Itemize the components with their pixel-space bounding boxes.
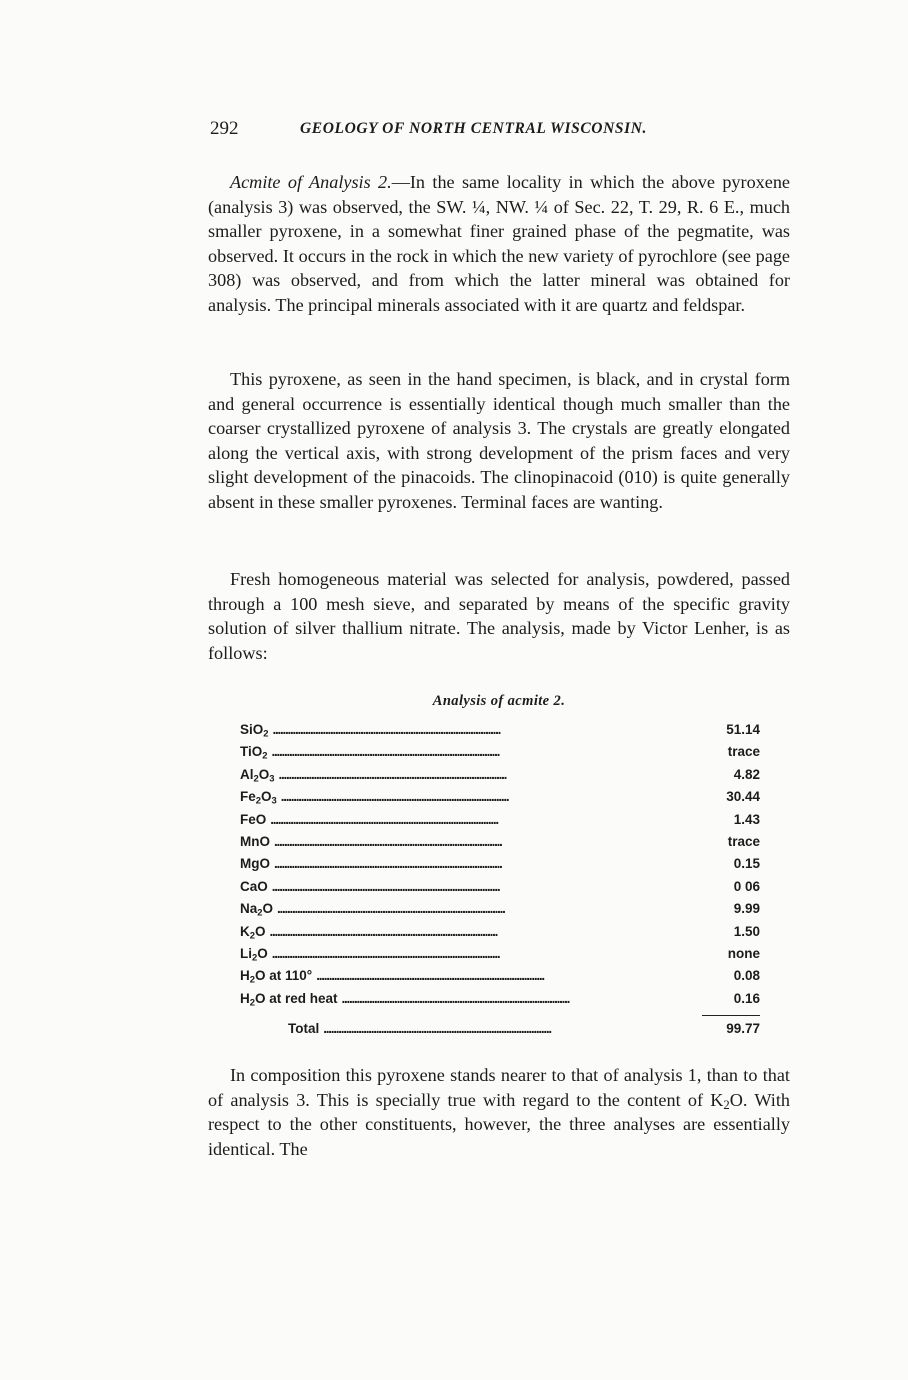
table-row bbox=[240, 856, 760, 878]
constituent-name: MnO bbox=[240, 833, 270, 849]
dot-leader bbox=[274, 834, 700, 849]
constituent-name: MgO bbox=[240, 856, 270, 872]
dot-leader bbox=[274, 856, 700, 871]
constituent-value: 0.15 bbox=[733, 856, 760, 872]
page-number: 292 bbox=[210, 118, 239, 139]
paragraph-text: In composition this pyroxene stands nearer to that of analysis 1, than to that of analysis 3. This is specially true with regard to the content of K bbox=[208, 1065, 790, 1110]
table-row bbox=[240, 812, 760, 834]
dot-leader bbox=[279, 767, 700, 782]
table-row bbox=[240, 991, 760, 1013]
constituent-name: $Fe_2O_3$ bbox=[240, 789, 277, 807]
constituent-value: trace bbox=[727, 744, 760, 760]
running-title: GEOLOGY OF NORTH CENTRAL WISCONSIN. bbox=[300, 120, 647, 137]
dot-leader bbox=[270, 924, 700, 939]
table-row bbox=[240, 968, 760, 990]
constituent-value: 1.50 bbox=[733, 923, 760, 939]
paragraph-text: This pyroxene, as seen in the hand specimen, is black, and in crystal form and general occurrence is essentially identical though much smaller than the coarser crystallized pyroxene of analysis 3. The crystals are greatly elongated along the vertical axis, with strong development of the prism faces and very slight development of the pinacoids. The clinopinacoid (010) is quite generally absent in these smaller pyroxenes. Terminal faces are wanting. bbox=[208, 369, 790, 512]
constituent-name: $K_2O$ bbox=[240, 923, 266, 941]
table-title: Analysis of acmite 2. bbox=[432, 693, 566, 709]
table-row bbox=[240, 834, 760, 856]
constituent-value: none bbox=[727, 945, 760, 961]
table-row bbox=[240, 767, 760, 789]
constituent-value: 0.08 bbox=[733, 968, 760, 984]
constituent-name: CaO bbox=[240, 878, 268, 894]
constituent-value: 4.82 bbox=[733, 766, 760, 782]
dot-leader bbox=[273, 722, 700, 737]
paragraph-text: —In the same locality in which the above pyroxene (analysis 3) was observed, the SW. ¼, NW. ¼ of Sec. 22, T. 29, R. 6 E., much smaller pyroxene, in a somewhat finer grained phase of the pegmatite, was observed. It occurs in the rock in which the new variety of pyrochlore (see page 308) was observed, and from which the latter mineral was obtained for analysis. The principal minerals associated with it are quartz and feldspar. bbox=[208, 172, 790, 315]
constituent-name: SiO$_2$ bbox=[240, 722, 269, 740]
constituent-value: 0.16 bbox=[733, 990, 760, 1006]
constituent-value: 9.99 bbox=[733, 901, 760, 917]
dot-leader bbox=[281, 789, 700, 804]
constituent-name: $H_2O$ at 110° bbox=[240, 968, 313, 986]
constituent-value: 1.43 bbox=[733, 811, 760, 827]
analysis-table bbox=[240, 722, 760, 1043]
table-row bbox=[240, 901, 760, 923]
paragraph-text: Fresh homogeneous material was selected for analysis, powdered, passed through a 100 mesh sieve, and separated by means of the specific gravity solution of silver thallium nitrate. The analysis, made by Victor Lenher, is as follows: bbox=[208, 569, 790, 663]
constituent-name: TiO$_2$ bbox=[240, 744, 268, 762]
dot-leader bbox=[342, 991, 700, 1006]
paragraph-text-continued: O. With respect to the other constituents, however, the three analyses are essentially identical. The bbox=[208, 1089, 791, 1159]
dot-leader bbox=[277, 901, 700, 916]
total-value: 99.77 bbox=[726, 1021, 760, 1037]
table-row bbox=[240, 946, 760, 968]
constituent-value: 51.14 bbox=[726, 722, 760, 737]
constituent-name: FeO bbox=[240, 811, 267, 827]
constituent-value: trace bbox=[727, 833, 760, 849]
dot-leader bbox=[272, 946, 700, 961]
dot-leader bbox=[316, 968, 700, 983]
constituent-name: $Al_2O_3$ bbox=[240, 766, 275, 785]
paragraph-description bbox=[208, 367, 790, 515]
constituent-name: $Li_2O$ bbox=[240, 945, 268, 964]
paragraph-composition bbox=[208, 1063, 790, 1161]
total-label: Total bbox=[288, 1021, 320, 1037]
table-row bbox=[240, 722, 760, 744]
paragraph-acmite-intro bbox=[208, 170, 790, 318]
page-header bbox=[210, 118, 790, 144]
dot-leader bbox=[270, 812, 700, 827]
dot-leader bbox=[323, 1021, 700, 1036]
table-row bbox=[240, 744, 760, 766]
constituent-value: 30.44 bbox=[726, 789, 760, 805]
total-rule bbox=[240, 1013, 760, 1021]
subscript: 2 bbox=[723, 1097, 730, 1112]
paragraph-method bbox=[208, 567, 790, 665]
table-row bbox=[240, 789, 760, 811]
table-row bbox=[240, 879, 760, 901]
table-row bbox=[240, 924, 760, 946]
constituent-name: $Na_2O$ bbox=[240, 901, 274, 919]
total-row bbox=[240, 1021, 760, 1043]
paragraph-lead-heading: Acmite of Analysis 2. bbox=[230, 172, 392, 192]
constituent-value: 0 06 bbox=[733, 878, 760, 894]
constituent-name: $H_2O$ at red heat bbox=[240, 990, 338, 1009]
dot-leader bbox=[272, 744, 700, 759]
dot-leader bbox=[272, 879, 700, 894]
